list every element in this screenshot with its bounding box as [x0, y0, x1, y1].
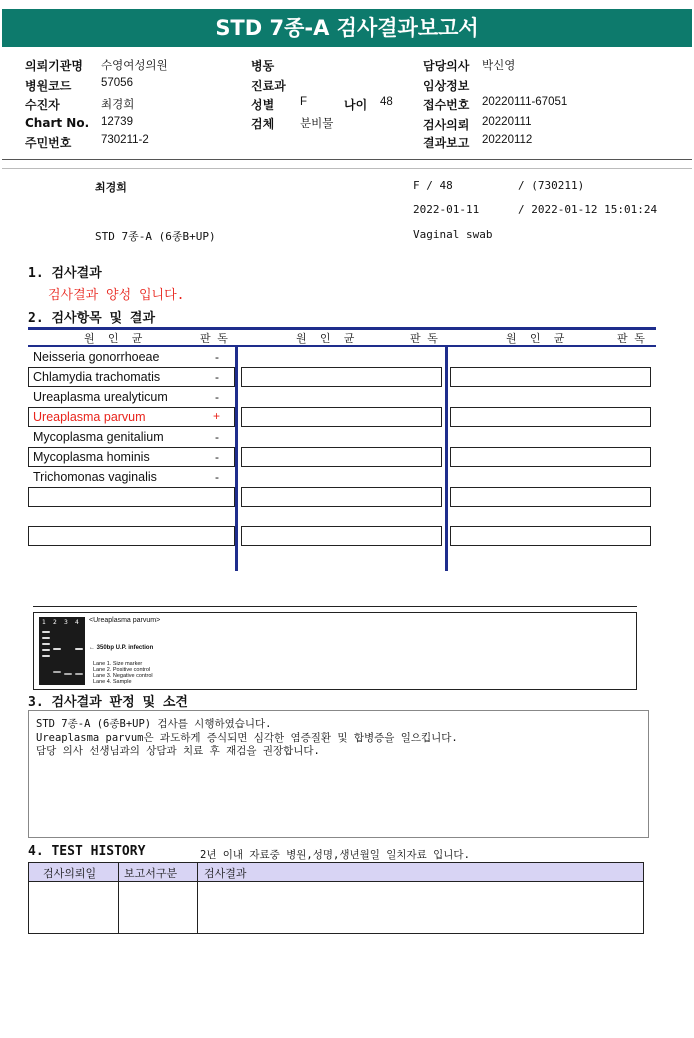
header-label: 검사의뢰 [423, 118, 470, 132]
result-row [28, 447, 235, 467]
header-label: 의뢰기관명 [25, 59, 83, 73]
header-label: 담당의사 [423, 59, 470, 73]
header-label: 검체 [251, 117, 275, 131]
result-mark: - [215, 350, 219, 364]
gel-band [42, 631, 50, 633]
result-mark: - [215, 370, 219, 384]
gel-lane-note: Lane 3. Negative control [93, 673, 153, 679]
age-value: 48 [380, 96, 393, 108]
gel-divider [33, 606, 637, 607]
section1-title: 1. 검사결과 [28, 266, 102, 281]
header-label: 성별 [251, 98, 275, 112]
header-value: 20220112 [482, 134, 533, 146]
organism-name: Ureaplasma urealyticum [33, 390, 168, 404]
age-label: 나이 [344, 98, 368, 112]
header-label: 병원코드 [25, 79, 72, 93]
opinion-line: 담당 의사 선생님과의 상담과 치료 후 재검을 권장합니다. [36, 745, 320, 757]
result-mark: + [213, 409, 221, 423]
empty-row [28, 526, 235, 546]
gel-title: <Ureaplasma parvum> [89, 617, 161, 624]
header-value: 최경희 [101, 99, 135, 111]
header-value: 박신영 [482, 60, 516, 72]
section3-title: 3. 검사결과 판정 및 소견 [28, 695, 188, 710]
gel-band [42, 637, 50, 639]
header-label: Chart No. [25, 116, 90, 130]
gel-band [75, 648, 83, 650]
gel-band [75, 673, 83, 675]
header-value: 57056 [101, 77, 133, 89]
summary-sex-age: F / 48 [413, 179, 453, 192]
result-row [28, 348, 235, 368]
empty-row [450, 367, 651, 387]
result-row [28, 428, 235, 448]
header-label: 임상정보 [423, 79, 470, 93]
column-header-judgement: 판 독 [617, 332, 645, 345]
column-separator [445, 345, 448, 571]
summary-birth: / (730211) [518, 179, 585, 192]
empty-row [241, 407, 442, 427]
organism-name: Neisseria gonorrhoeae [33, 350, 160, 364]
column-header-organism: 원 인 균 [84, 332, 143, 345]
history-table-header [29, 863, 643, 882]
summary-date-request: 2022-01-11 [413, 203, 480, 216]
lane-number: 2 [53, 619, 57, 626]
lane-number: 1 [42, 619, 46, 626]
header-label: 진료과 [251, 79, 286, 93]
history-col-request-date: 검사의뢰일 [43, 867, 97, 880]
gel-lane-note: Lane 2. Positive control [93, 667, 151, 673]
summary-name: 최경희 [95, 181, 127, 194]
column-header-organism: 원 인 균 [296, 332, 355, 345]
section4-title: 4. TEST HISTORY [28, 844, 146, 859]
lane-number: 4 [75, 619, 79, 626]
result-row [28, 367, 235, 387]
history-col-report-type: 보고서구분 [124, 867, 178, 880]
organism-name: Ureaplasma parvum [33, 410, 146, 424]
gel-band [53, 648, 61, 650]
header-label: 수진자 [25, 98, 60, 112]
organism-name: Trichomonas vaginalis [33, 470, 157, 484]
summary-test-name: STD 7종-A (6종B+UP) [95, 230, 216, 243]
gel-band [42, 649, 50, 651]
result-mark: - [215, 390, 219, 404]
header-divider [2, 159, 692, 160]
empty-row [28, 487, 235, 507]
column-header-organism: 원 인 균 [506, 332, 565, 345]
header-value: 12739 [101, 116, 133, 128]
history-note: 2년 이내 자료중 병원,성명,생년월일 일치자료 입니다. [200, 849, 470, 861]
result-row [28, 468, 235, 488]
result-row-positive [28, 407, 235, 427]
empty-row [241, 487, 442, 507]
column-header-judgement: 판 독 [410, 332, 438, 345]
header-value: 20220111-67051 [482, 96, 568, 108]
header-label: 주민번호 [25, 136, 72, 150]
header-value: 730211-2 [101, 134, 149, 146]
result-row [28, 388, 235, 408]
empty-row [450, 487, 651, 507]
gel-marker-label: ← 350bp U.P. infection [89, 645, 154, 651]
report-title: STD 7종-A 검사결과보고서 [2, 9, 692, 47]
history-table [28, 862, 644, 934]
result-summary: 검사결과 양성 입니다. [48, 288, 185, 303]
gel-band [42, 643, 50, 645]
header-value: 분비물 [300, 118, 334, 130]
header-label: 병동 [251, 59, 275, 73]
empty-row [241, 367, 442, 387]
gel-lane-note: Lane 1. Size marker [93, 661, 143, 667]
summary-date-report: / 2022-01-12 15:01:24 [518, 203, 658, 216]
empty-row [450, 447, 651, 467]
header-value: 20220111 [482, 116, 532, 128]
gel-band [64, 673, 72, 675]
opinion-line: Ureaplasma parvum은 과도하게 증식되면 심각한 염증질환 및 합병증을 일으킵니다. [36, 732, 458, 744]
empty-row [241, 526, 442, 546]
gel-lane-note: Lane 4. Sample [93, 679, 132, 685]
section2-title: 2. 검사항목 및 결과 [28, 311, 156, 326]
result-mark: - [215, 450, 219, 464]
column-header-judgement: 판 독 [200, 332, 228, 345]
column-separator [235, 345, 238, 571]
header-value: F [300, 96, 308, 108]
gel-band [42, 655, 50, 657]
result-mark: - [215, 430, 219, 444]
history-col-result: 검사결과 [204, 867, 247, 880]
header-value: 수영여성의원 [101, 60, 168, 72]
history-column-divider [118, 863, 119, 933]
empty-row [241, 447, 442, 467]
gel-band [53, 671, 61, 673]
lane-number: 3 [64, 619, 68, 626]
organism-name: Chlamydia trachomatis [33, 370, 161, 384]
opinion-line: STD 7종-A (6종B+UP) 검사를 시행하였습니다. [36, 718, 272, 730]
empty-row [450, 526, 651, 546]
summary-specimen: Vaginal swab [413, 228, 493, 241]
organism-name: Mycoplasma hominis [33, 450, 150, 464]
header-label: 결과보고 [423, 136, 470, 150]
empty-row [450, 407, 651, 427]
result-mark: - [215, 470, 219, 484]
header-divider [2, 168, 692, 169]
gel-electrophoresis-image [39, 617, 85, 685]
header-label: 접수번호 [423, 98, 470, 112]
history-column-divider [197, 863, 198, 933]
organism-name: Mycoplasma genitalium [33, 430, 164, 444]
